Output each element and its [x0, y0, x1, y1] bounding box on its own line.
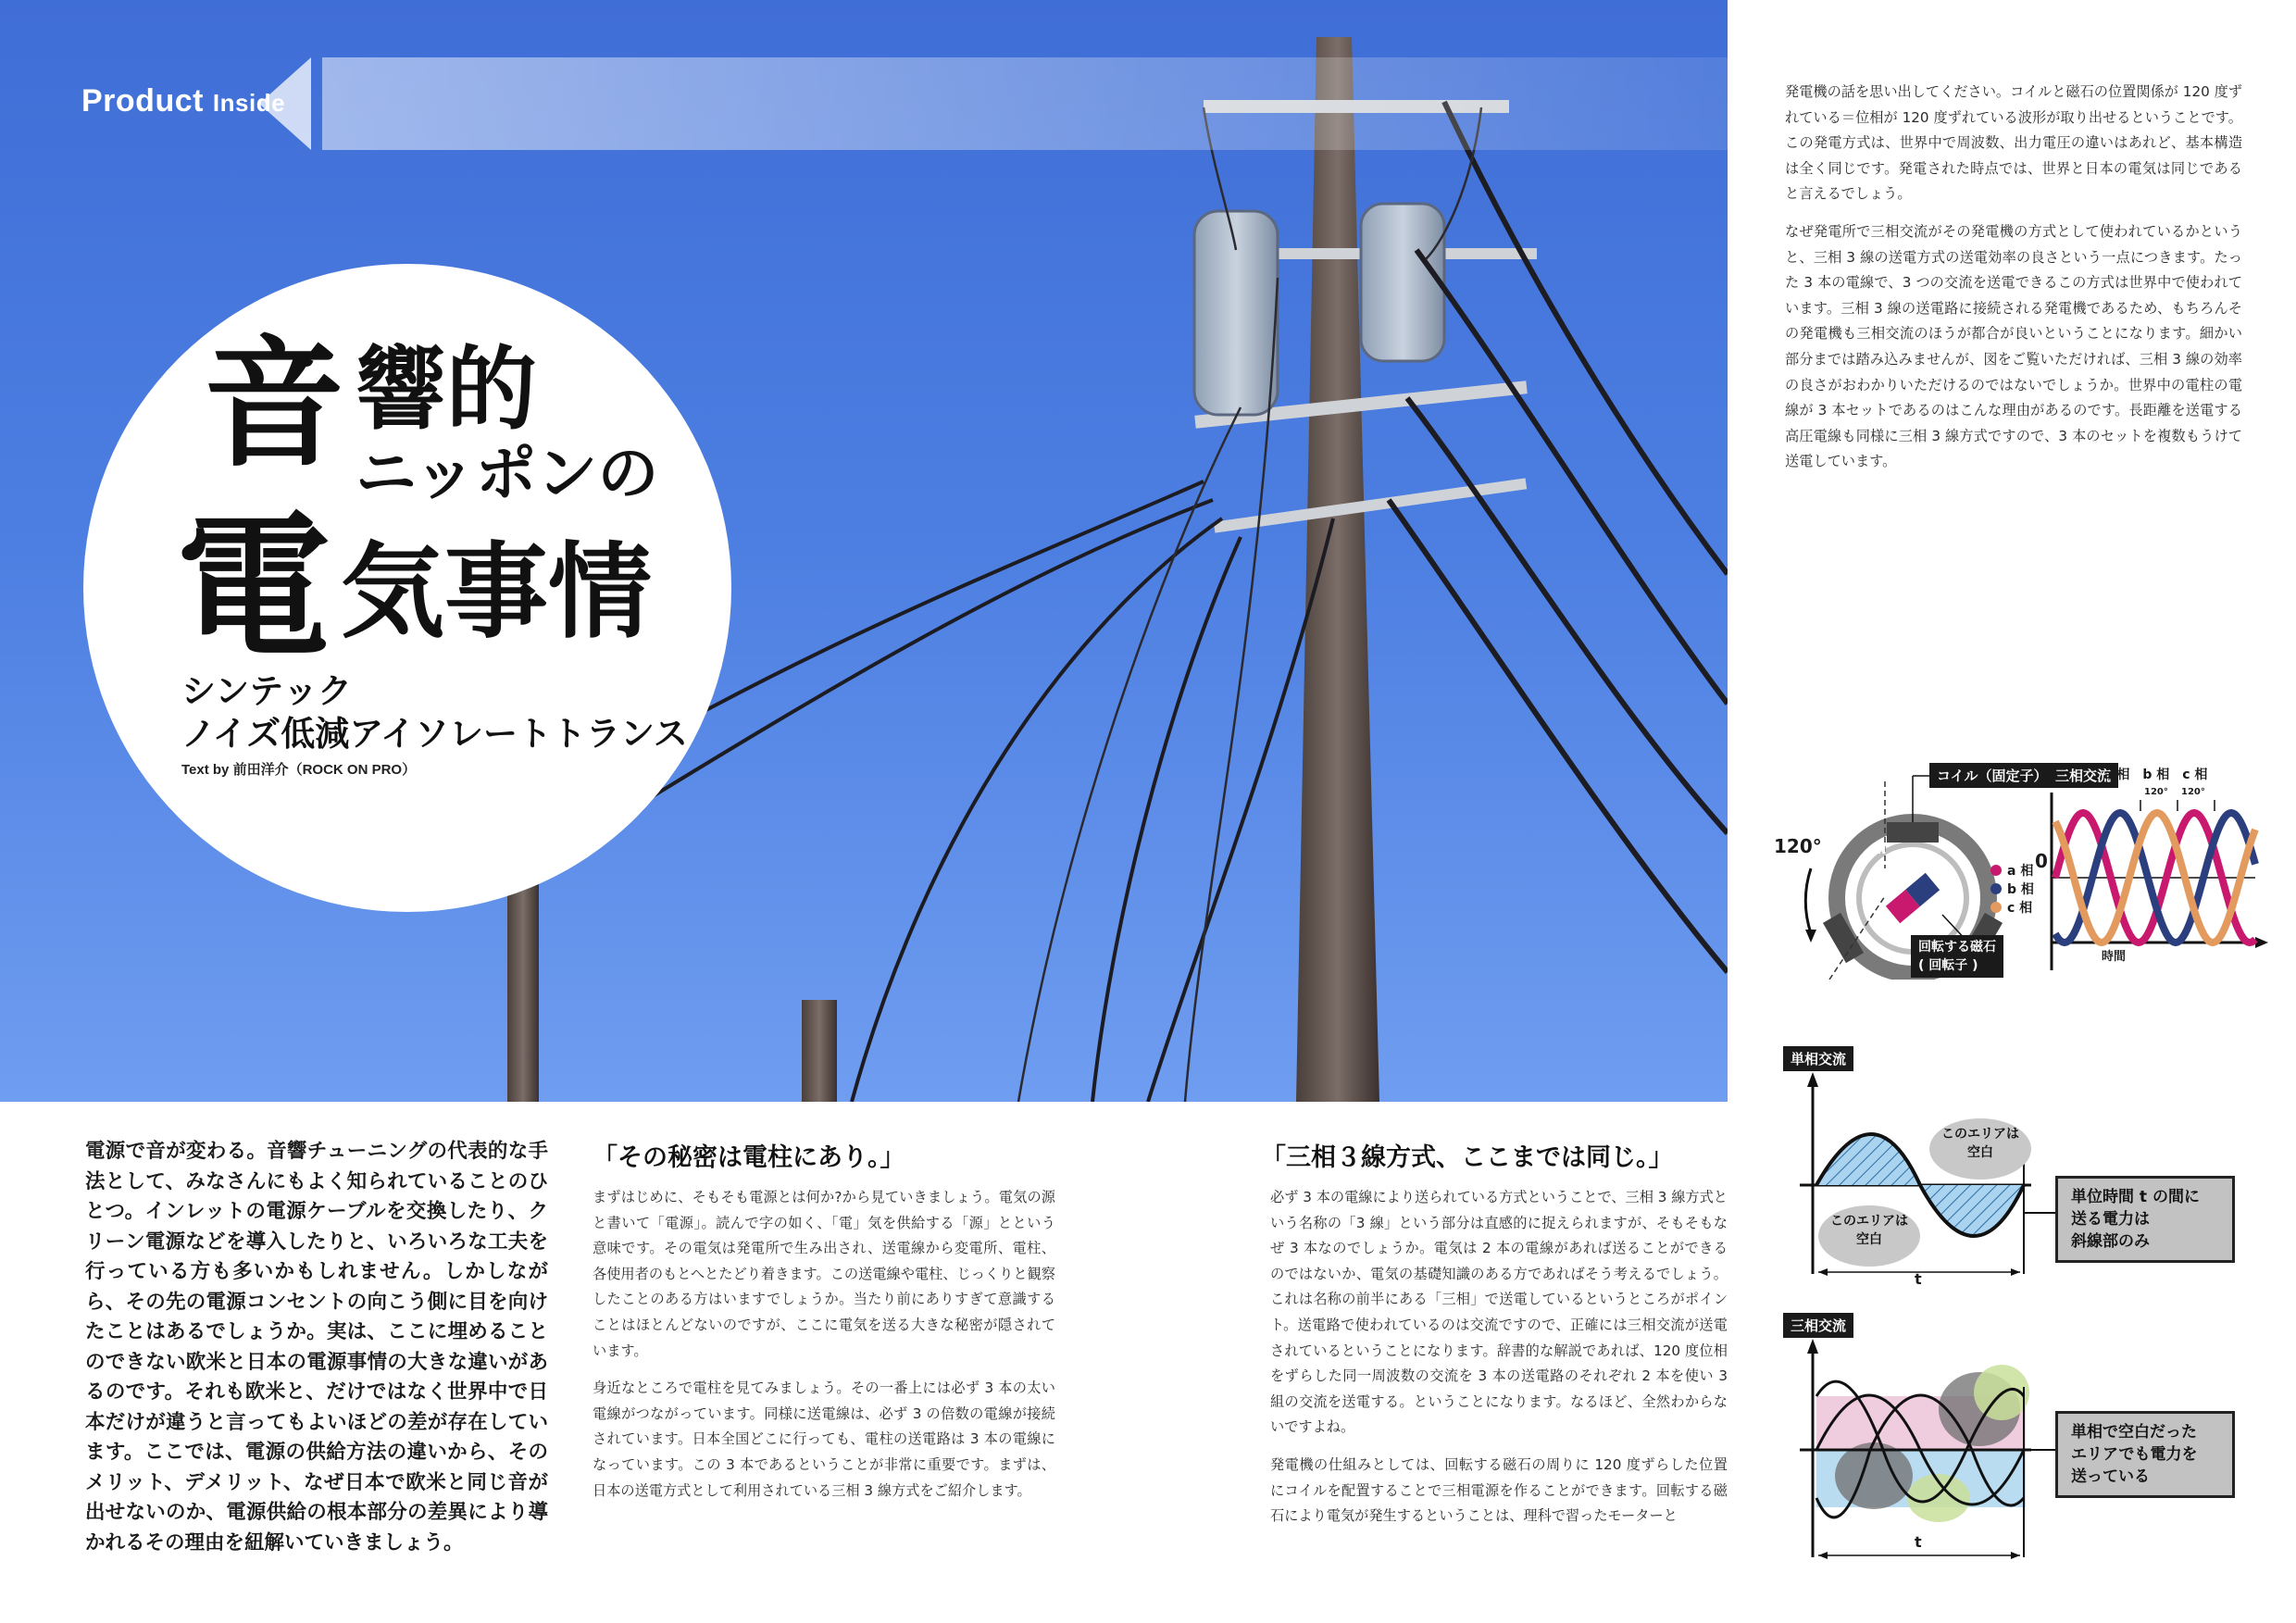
series-label	[81, 83, 285, 119]
zero-label: 0	[2035, 850, 2048, 872]
single-phase-callout: 単位時間 t の間に 送る電力は 斜線部のみ	[2055, 1176, 2235, 1263]
generator-diagram	[1774, 757, 2274, 980]
section-heading-three-phase: 「三相３線方式、ここまでは同じ。」	[1261, 1143, 1674, 1172]
offset-label-1: 120°	[2144, 787, 2168, 797]
paragraph: 必ず 3 本の電線により送られている方式ということで、三相 3 線方式という名称の「3 線」という部分は直感的に捉えられますが、そもそもなぜ 3 本なのでしょうか。電気は 2 本の電線があれば送ることができるのではないか、電気の基礎知識のある方であればそう考えるでしょう。これは名称の前半にある「三相」で送電しているというところがポイント。送電路で使われているのは交流ですので、正確には三相交流が送電されているということになります。辞書的な解説であれば、120 度位相をずらした同一周波数の交流を 3 本の送電路のそれぞれ 2 本を使い 3 組の交流を送電する。ということになります。なるほど、全然わからないですよね。	[1270, 1189, 1728, 1436]
t-label-single: t	[1915, 1270, 1922, 1288]
section-body-continued	[1785, 80, 2242, 487]
coil-tag: コイル（固定子）	[1929, 763, 2055, 788]
three-phase-tag: 三相交流	[2048, 763, 2118, 788]
title-line1-small: ニッポンの	[356, 437, 659, 509]
phase-b-label: b 相	[2007, 882, 2034, 897]
three-phase-callout: 単相で空白だった エリアでも電力を 送っている	[2055, 1411, 2235, 1498]
phase-c-label: c 相	[2007, 901, 2033, 916]
magnet-s-label: S	[1905, 868, 1913, 880]
t-label-three: t	[1915, 1533, 1922, 1551]
subtitle-product: ノイズ低減アイソレートトランス	[181, 713, 688, 754]
single-phase-tag: 単相交流	[1783, 1046, 1853, 1071]
series-label-main: Product	[81, 83, 204, 119]
magnet-label-line1: 回転する磁石	[1918, 940, 1996, 955]
section-body-pole	[593, 1185, 1055, 1516]
byline: Text by 前田洋介（ROCK ON PRO）	[181, 762, 417, 778]
magnet-label-line2: ( 回転子 )	[1918, 958, 1978, 973]
three-phase-diagram	[1781, 1313, 2244, 1572]
section-heading-pole: 「その秘密は電柱にあり。」	[593, 1143, 905, 1172]
blank-area-top-bubble: このエリアは 空白	[1929, 1118, 2031, 1180]
blank-area-bottom-bubble: このエリアは 空白	[1818, 1205, 1920, 1267]
offset-label-2: 120°	[2181, 787, 2205, 797]
title-char-den: 電	[176, 495, 331, 679]
paragraph: 発電機の話を思い出してください。コイルと磁石の位置関係が 120 度ずれている＝位相が 120 度ずれている波形が取り出せるということです。この発電方式は、世界中で周波数、出力電圧の違いはあれど、基本構造は全く同じです。発電された時点では、世界と日本の電気は同じであると言えるでしょう。	[1785, 83, 2242, 203]
phase-labels-top: a 相 b 相 c 相	[2103, 768, 2208, 782]
paragraph: なぜ発電所で三相交流がその発電機の方式として使われているかというと、三相 3 線の送電方式の送電効率の良さという一点につきます。たった 3 本の電線で、3 つの交流を送電できるこの方式は世界中で使われています。三相 3 線の送電路に接続される発電機であるため、もちろんその発電機も三相交流のほうが都合が良いということになります。細かい部分までは踏み込みませんが、図をご覧いただければ、三相 3 線の効率の良さがおわかりいただけるのではないでしょうか。世界中の電柱の電線が 3 本セットであるのはこんな理由があるのです。長距離を送電する高圧電線も同様に三相 3 線方式ですので、3 本のセットを複数もうけて送電しています。	[1785, 222, 2242, 470]
paragraph: まずはじめに、そもそも電源とは何か?から見ていきましょう。電気の源と書いて「電源」。読んで字の如く、「電」気を供給する「源」とという意味です。その電気は発電所で生み出され、送電線から変電所、電柱、各使用者のもとへとたどり着きます。この送電線や電柱、じっくりと観察したことのある方はいますでしょうか。当たり前にありすぎて意識することはほとんどないのですが、ここに電気を送る大きな秘密が隠されています。	[593, 1189, 1055, 1359]
single-phase-diagram	[1781, 1046, 2244, 1287]
time-label: 時間	[2102, 950, 2127, 964]
magnet-label	[1911, 935, 2003, 978]
series-label-sub: Inside	[212, 89, 286, 117]
phase-a-label: a 相	[2007, 864, 2034, 879]
header-band	[322, 57, 1728, 150]
title-line2-rest: 気事情	[341, 531, 652, 653]
paragraph: 発電機の仕組みとしては、回転する磁石の周りに 120 度ずらした位置にコイルを配置することで三相電源を作ることができます。回転する磁石により電気が発生するということは、理科で習ったモーターと	[1270, 1455, 1728, 1525]
magnet-n-label: N	[1878, 844, 1887, 856]
angle-label: 120°	[1774, 835, 1822, 857]
section-body-three-phase	[1270, 1185, 1728, 1542]
subtitle-brand: シンテック	[181, 670, 353, 711]
title-char-on: 音	[204, 320, 344, 486]
paragraph: 身近なところで電柱を見てみましょう。その一番上には必ず 3 本の太い電線がつながっています。同様に送電線は、必ず 3 の倍数の電線が接続されています。日本全国どこに行っても、電柱の送電路は 3 本の電線になっています。この 3 本であるということが非常に重要です。まずは、日本の送電方式として利用されている三相 3 線方式をご紹介します。	[593, 1380, 1055, 1499]
lead-paragraph: 電源で音が変わる。音響チューニングの代表的な手法として、みなさんにもよく知られていることのひとつ。インレットの電源ケーブルを交換したり、クリーン電源などを導入したりと、いろいろな工夫を行っている方も多いかもしれません。しかしながら、その先の電源コンセントの向こう側に目を向けたことはあるでしょうか。実は、ここに埋めることのできない欧米と日本の電源事情の大きな違いがあるのです。それも欧米と、だけではなく世界中で日本だけが違うと言ってもよいほどの差が存在しています。ここでは、電源の供給方法の違いから、そのメリット、デメリット、なぜ日本で欧米と同じ音が出せないのか、電源供給の根本部分の差異により導かれるその理由を紐解いていきましょう。	[85, 1140, 548, 1554]
three-phase-diagram-tag: 三相交流	[1783, 1313, 1853, 1338]
title-line1-rest: 響的	[356, 336, 538, 443]
